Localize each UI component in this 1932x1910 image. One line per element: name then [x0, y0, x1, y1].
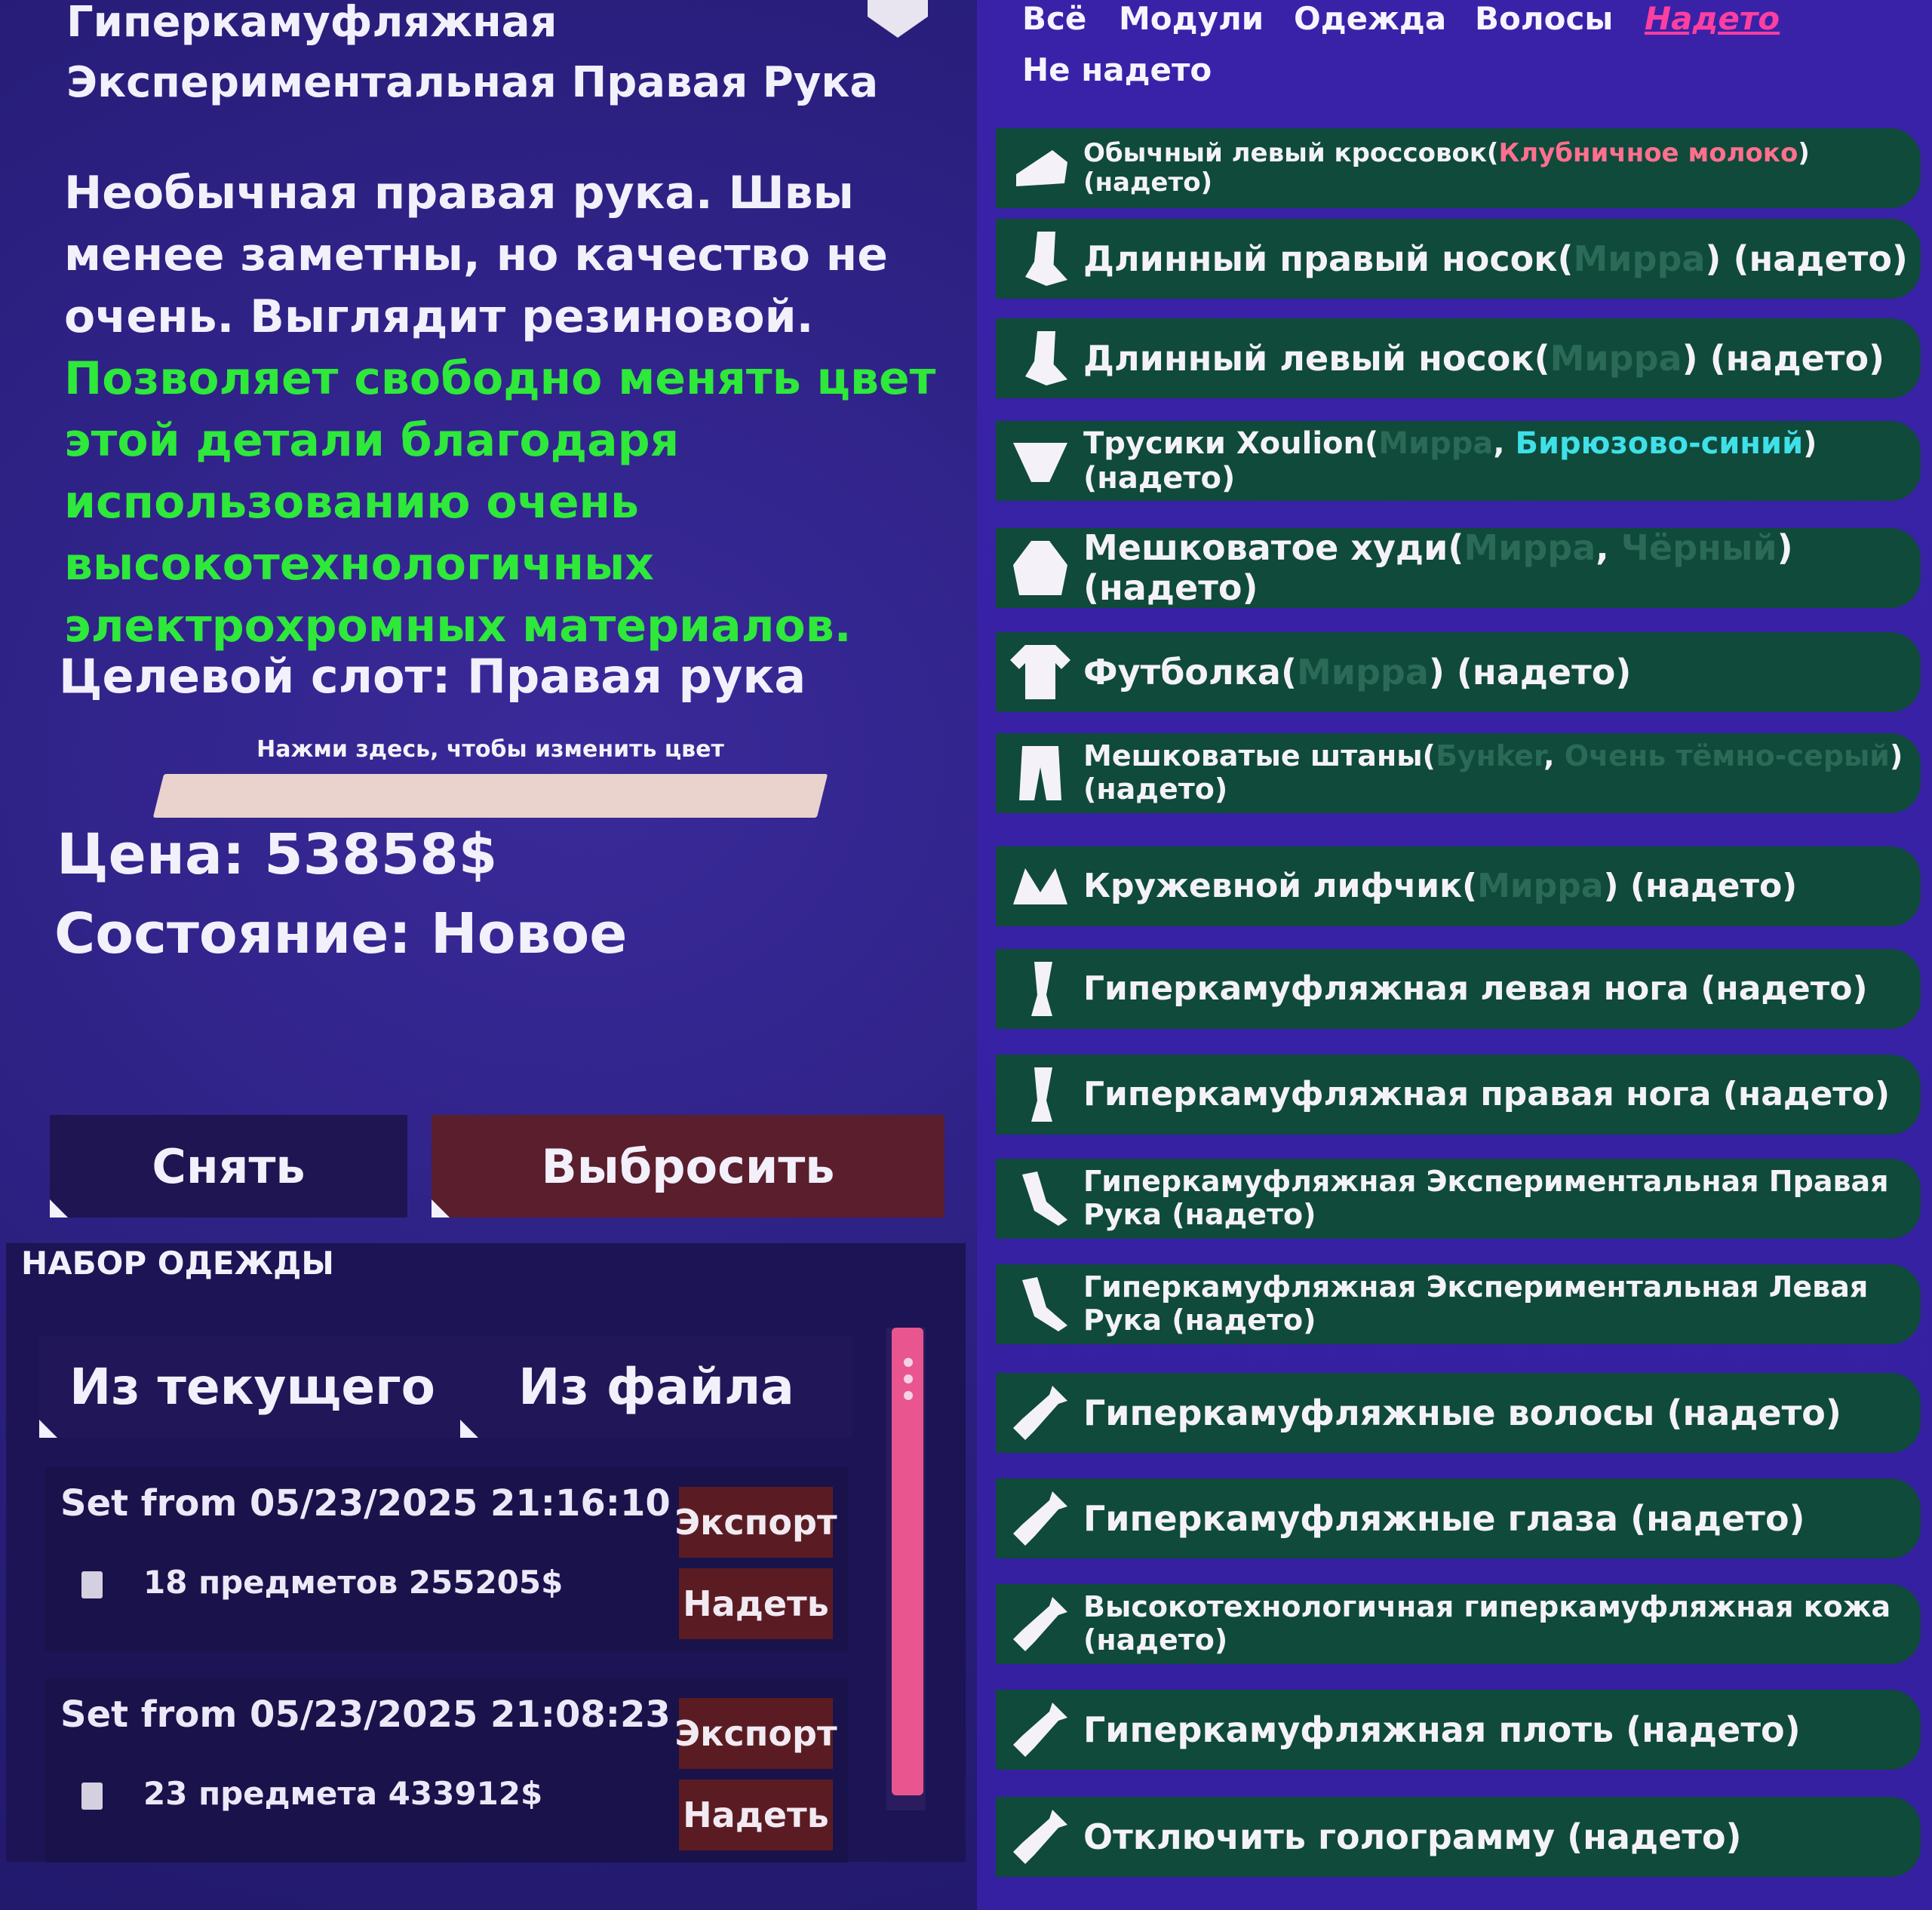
set-title: Set from 05/23/2025 21:16:10 [60, 1482, 671, 1525]
arm-icon [1006, 1270, 1074, 1338]
tab-from-file[interactable] [460, 1335, 852, 1438]
item-color-primary: Мирра [1550, 337, 1682, 379]
inventory-row-label [1074, 970, 1921, 1009]
set-title: Set from 05/23/2025 21:08:23 [60, 1694, 671, 1736]
item-name: Гиперкамуфляжная Экспериментальная Левая Рука (надето) [1083, 1270, 1869, 1337]
item-name: Гиперкамуфляжная правая нога (надето) [1083, 1074, 1891, 1113]
inventory-row[interactable] [996, 1797, 1921, 1877]
item-status: ) (надето) [1705, 238, 1908, 279]
item-color-secondary: Чёрный [1620, 527, 1777, 569]
inventory-row[interactable] [996, 632, 1921, 712]
inventory-row[interactable] [996, 128, 1921, 208]
color-separator: , [1543, 739, 1565, 773]
inventory-row-label [1074, 1710, 1921, 1750]
item-color-primary: Мирра [1573, 238, 1706, 279]
remove-button[interactable] [50, 1115, 407, 1218]
item-name: Отключить голограмму (надето) [1083, 1816, 1742, 1857]
inventory-row[interactable] [996, 219, 1921, 299]
inventory-row[interactable] [996, 1373, 1921, 1453]
pants-icon [1006, 739, 1074, 807]
tab-from-current-label: Из текущего [69, 1357, 435, 1416]
item-name: Гиперкамуфляжная плоть (надето) [1083, 1709, 1801, 1750]
inventory-row[interactable] [996, 1479, 1921, 1558]
filter-all[interactable]: Всё [1022, 0, 1087, 37]
item-color-secondary: Бирюзово-синий [1515, 426, 1804, 461]
bra-icon [1006, 852, 1074, 920]
item-status: ) (надето) [1083, 527, 1793, 608]
inventory-row[interactable] [996, 949, 1921, 1029]
wrench-icon [1006, 1379, 1074, 1447]
wear-button[interactable]: Надеть [679, 1779, 833, 1850]
color-picker-bar[interactable] [153, 774, 828, 818]
corner-marker-icon [432, 1199, 450, 1218]
inventory-row[interactable] [996, 846, 1921, 926]
filter-worn[interactable]: Надето [1645, 0, 1780, 37]
item-title: Гиперкамуфляжная Экспериментальная Правая Рука [66, 0, 879, 107]
set-meta: 18 предметов 255205$ [143, 1564, 564, 1601]
remove-button-label: Снять [152, 1138, 306, 1194]
drop-button[interactable] [432, 1115, 944, 1218]
leg-icon [1006, 955, 1074, 1023]
price: Цена: 53858$ [57, 822, 498, 887]
description-feature: Позволяет свободно менять цвет этой детали благодаря использованию очень высокотехнологичных электрохромных материалов. [64, 352, 936, 653]
inventory-row-label [1074, 867, 1921, 906]
inventory-row-label [1074, 339, 1921, 379]
export-button[interactable]: Экспорт [679, 1487, 833, 1558]
color-separator: , [1493, 426, 1516, 461]
color-hint: Нажми здесь, чтобы изменить цвет [256, 736, 724, 763]
inventory-row[interactable] [996, 1055, 1921, 1135]
inventory-row-label [1074, 1271, 1921, 1337]
inventory-row-label [1074, 139, 1921, 198]
outfit-set-card [45, 1678, 848, 1862]
item-name: Мешковатые штаны( [1083, 739, 1436, 773]
item-description [64, 162, 939, 657]
set-meta: 23 предмета 433912$ [143, 1775, 543, 1812]
item-name: Гиперкамуфляжные глаза (надето) [1083, 1497, 1805, 1539]
item-color-secondary: Очень тёмно-серый [1564, 739, 1890, 773]
item-status: ) (надето) [1428, 651, 1632, 692]
inventory-row[interactable] [996, 421, 1921, 501]
item-name: Высокотехнологичная гиперкамуфляжная кожа (надето) [1083, 1590, 1891, 1657]
drop-button-label: Выбросить [541, 1138, 835, 1194]
sock-icon [1006, 324, 1074, 392]
wrench-icon [1006, 1696, 1074, 1764]
item-name: Гиперкамуфляжная левая нога (надето) [1083, 969, 1868, 1008]
corner-marker-icon [50, 1199, 68, 1218]
item-status: ) (надето) [1083, 137, 1810, 198]
inventory-row-label [1074, 1499, 1921, 1539]
wrench-icon [1006, 1590, 1074, 1658]
inventory-row[interactable] [996, 318, 1921, 398]
description-text: Необычная правая рука. Швы менее заметны, но качество не очень. Выглядит резиновой. [64, 167, 888, 343]
inventory-row-label [1074, 1165, 1921, 1231]
inventory-row-label [1074, 528, 1921, 608]
item-name: Длинный правый носок( [1083, 238, 1574, 279]
item-status: ) (надето) [1603, 866, 1798, 905]
condition: Состояние: Новое [54, 901, 628, 966]
item-name: Трусики Xoulion( [1083, 426, 1379, 461]
item-color-primary: Мирра [1477, 866, 1604, 905]
item-name: Длинный левый носок( [1083, 337, 1550, 379]
inventory-row[interactable] [996, 1159, 1921, 1239]
scroll-dot-icon [904, 1374, 913, 1383]
inventory-row-label [1074, 740, 1921, 806]
inventory-row[interactable] [996, 1584, 1921, 1664]
inventory-row-label [1074, 1393, 1921, 1433]
item-status: ) (надето) [1083, 426, 1817, 496]
item-name: Гиперкамуфляжная Экспериментальная Правая Рука (надето) [1083, 1165, 1889, 1231]
leg-icon [1006, 1061, 1074, 1128]
item-status: ) (надето) [1682, 337, 1885, 379]
hoodie-icon [1006, 534, 1074, 602]
inventory-row-label [1074, 426, 1921, 496]
item-name: Кружевной лифчик( [1083, 866, 1478, 905]
filter-not-worn[interactable]: Не надето [1022, 51, 1212, 88]
corner-marker-icon [460, 1420, 478, 1438]
filter-clothes[interactable]: Одежда [1294, 0, 1447, 37]
item-name: Мешковатое худи( [1083, 527, 1464, 569]
panties-icon [1006, 427, 1074, 495]
item-color-primary: Мирра [1296, 651, 1429, 692]
inventory-row-label [1074, 1591, 1921, 1657]
wrench-icon [1006, 1485, 1074, 1552]
arm-icon [1006, 1165, 1074, 1233]
outfit-set-title: НАБОР ОДЕЖДЫ [21, 1245, 334, 1282]
inventory-row[interactable] [996, 528, 1921, 608]
outfit-set-card [45, 1467, 848, 1651]
filter-hair[interactable]: Волосы [1475, 0, 1614, 37]
inventory-row[interactable] [996, 1690, 1921, 1770]
corner-marker-icon [39, 1420, 57, 1438]
sock-icon [1006, 225, 1074, 293]
scroll-dot-icon [904, 1358, 913, 1367]
trash-icon[interactable] [81, 1783, 103, 1810]
inventory-row-label [1074, 239, 1921, 279]
filter-modules[interactable]: Модули [1119, 0, 1264, 37]
inventory-row[interactable] [996, 733, 1921, 813]
tab-from-current[interactable] [39, 1335, 477, 1438]
tshirt-icon [1006, 638, 1074, 706]
item-name: Футболка( [1083, 651, 1297, 692]
item-color-primary: Бунker [1435, 739, 1544, 773]
trash-icon[interactable] [81, 1571, 103, 1598]
scroll-dot-icon [904, 1391, 913, 1400]
item-name: Гиперкамуфляжные волосы (надето) [1083, 1392, 1841, 1433]
target-slot: Целевой слот: Правая рука [59, 649, 806, 704]
tab-from-file-label: Из файла [518, 1357, 794, 1416]
sneaker-icon [1006, 134, 1074, 202]
inventory-row-label [1074, 653, 1921, 692]
wrench-icon [1006, 1803, 1074, 1871]
item-status: ) (надето) [1083, 739, 1903, 806]
item-color-primary: Клубничное молоко [1498, 137, 1798, 168]
inventory-row-label [1074, 1817, 1921, 1857]
item-name: Обычный левый кроссовок( [1083, 137, 1499, 168]
inventory-row-label [1074, 1076, 1921, 1114]
wear-button[interactable]: Надеть [679, 1568, 833, 1639]
export-button[interactable]: Экспорт [679, 1698, 833, 1769]
inventory-row[interactable] [996, 1264, 1921, 1344]
color-separator: , [1596, 527, 1621, 569]
item-color-primary: Мирра [1464, 527, 1596, 569]
item-color-primary: Мирра [1378, 426, 1494, 461]
